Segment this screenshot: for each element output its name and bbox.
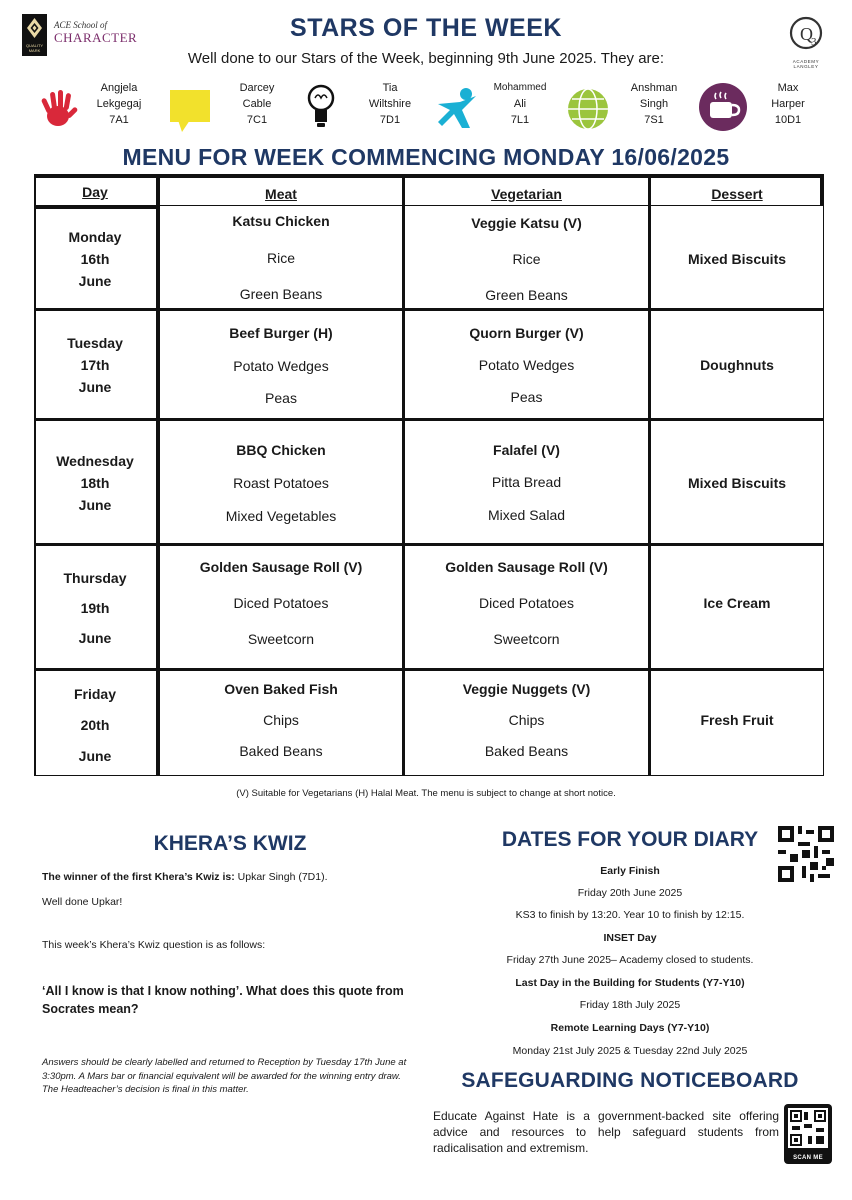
star-student — [619, 80, 689, 128]
meat-cell — [160, 546, 402, 668]
meat-side: Mixed Vegetables — [225, 508, 337, 524]
star-student — [485, 80, 555, 128]
meat-side: Roast Potatoes — [233, 475, 329, 491]
dessert-cell: Fresh Fruit — [700, 712, 774, 728]
day-date: 17th — [80, 357, 110, 373]
day-cell — [34, 226, 156, 292]
diary-detail: Friday 20th June 2025 — [577, 887, 683, 899]
svg-text:3: 3 — [811, 36, 817, 48]
stars-subtitle: Well done to our Stars of the Week, beginning 9th June 2025. They are: — [187, 50, 665, 67]
kwiz-question-intro: This week’s Khera’s Kwiz question is as follows: — [42, 939, 266, 951]
header-day: Day — [82, 184, 108, 200]
meat-side: Potato Wedges — [233, 358, 329, 374]
star-last-name: Lekgegaj — [96, 98, 142, 110]
scan-me-label: SCAN ME — [793, 1155, 823, 1161]
school-name-small: ACE School of — [54, 20, 107, 30]
star-first-name: Anshman — [630, 82, 678, 94]
running-person-icon — [432, 86, 482, 137]
meat-main: Katsu Chicken — [232, 213, 330, 229]
star-form: 10D1 — [774, 114, 802, 126]
day-name: Monday — [68, 229, 122, 245]
veg-side: Rice — [512, 251, 541, 267]
star-form: 7L1 — [510, 114, 530, 126]
menu-title: MENU FOR WEEK COMMENCING MONDAY 16/06/2025 — [122, 144, 730, 170]
veg-side: Diced Potatoes — [479, 595, 574, 611]
diary-detail: KS3 to finish by 13:20. Year 10 to finish by 12:15. — [515, 909, 745, 921]
day-date: 18th — [80, 475, 110, 491]
star-student — [753, 80, 823, 128]
star-last-name: Singh — [639, 98, 669, 110]
veg-cell — [405, 421, 648, 543]
star-student — [355, 80, 425, 128]
school-name-big: CHARACTER — [54, 30, 138, 45]
star-first-name: Max — [777, 82, 799, 94]
diary-heading: Last Day in the Building for Students (Y7-Y10) — [515, 977, 745, 989]
day-cell — [34, 563, 156, 653]
academy-text: ACADEMY LANGLEY — [792, 59, 820, 69]
kwiz-well-done: Well done Upkar! — [42, 896, 123, 908]
meat-cell — [160, 421, 402, 543]
day-name: Tuesday — [67, 335, 123, 351]
dessert-cell: Mixed Biscuits — [687, 475, 787, 491]
diary-heading: INSET Day — [603, 932, 657, 944]
meat-cell — [160, 208, 402, 308]
meat-side: Peas — [265, 390, 297, 406]
diary-detail: Monday 21st July 2025 & Tuesday 22nd July 2025 — [512, 1045, 748, 1057]
day-month: June — [78, 273, 112, 289]
star-form: 7A1 — [109, 114, 129, 126]
kwiz-winner — [42, 870, 422, 884]
dessert-cell: Ice Cream — [703, 595, 771, 611]
day-cell — [34, 679, 156, 772]
kwiz-note: Answers should be clearly labelled and returned to Reception by Tuesday 17th June at 3:30pm. A Mars bar or financial equivalent will be awarded for the winning entry draw. The Headteacher’s decision is final in this matter. — [42, 1057, 407, 1095]
kwiz-winner-label: The winner of the first Khera’s Kwiz is: — [42, 871, 235, 883]
day-date: 20th — [80, 717, 110, 733]
star-first-name: Tia — [382, 82, 398, 94]
meat-main: Oven Baked Fish — [224, 681, 338, 697]
star-form: 7C1 — [246, 114, 268, 126]
star-first-name: Angjela — [100, 82, 138, 94]
meat-side: Rice — [266, 250, 295, 266]
day-month: June — [78, 379, 112, 395]
kwiz-winner-name: Upkar Singh (7D1). — [234, 871, 328, 883]
stars-row — [30, 80, 820, 136]
diary-detail: Friday 18th July 2025 — [579, 999, 681, 1011]
veg-cell — [405, 311, 648, 418]
diary-heading: Early Finish — [600, 865, 660, 877]
veg-main: Veggie Katsu (V) — [471, 215, 582, 231]
veg-side: Baked Beans — [484, 743, 569, 759]
veg-side: Peas — [510, 389, 543, 405]
veg-side: Chips — [508, 712, 545, 728]
svg-text:Q: Q — [800, 24, 813, 44]
star-form: 7S1 — [644, 114, 664, 126]
menu-table — [34, 174, 826, 776]
star-last-name: Wiltshire — [368, 98, 412, 110]
day-date: 19th — [80, 600, 110, 616]
day-cell — [34, 332, 156, 398]
stars-title: STARS OF THE WEEK — [290, 14, 562, 42]
safeguarding-title: SAFEGUARDING NOTICEBOARD — [461, 1069, 799, 1092]
star-first-name: Darcey — [239, 82, 275, 94]
star-student — [84, 80, 154, 128]
meat-main: Golden Sausage Roll (V) — [199, 559, 363, 575]
meat-side: Diced Potatoes — [233, 595, 329, 611]
day-date: 16th — [80, 251, 110, 267]
cup-icon — [698, 82, 748, 137]
day-month: June — [78, 497, 112, 513]
day-month: June — [78, 630, 112, 646]
handprint-icon — [36, 86, 82, 137]
star-first-name: Mohammed — [493, 82, 547, 93]
globe-icon — [564, 86, 612, 137]
badge-text: QUALITY MARK — [25, 43, 44, 53]
day-cell — [34, 450, 156, 516]
dessert-cell: Mixed Biscuits — [687, 251, 787, 267]
star-form: 7D1 — [379, 114, 401, 126]
menu-footnote: (V) Suitable for Vegetarians (H) Halal Meat. The menu is subject to change at short notice. — [236, 788, 616, 799]
kwiz-question: ‘All I know is that I know nothing’. What does this quote from Socrates mean? — [42, 984, 404, 1016]
meat-cell — [160, 671, 402, 775]
header-dessert: Dessert — [711, 186, 763, 202]
diary-detail: Friday 27th June 2025– Academy closed to students. — [506, 954, 754, 966]
day-name: Friday — [73, 686, 116, 702]
day-name: Thursday — [63, 570, 127, 586]
meat-side: Sweetcorn — [247, 631, 315, 647]
veg-cell — [405, 208, 648, 308]
veg-main: Golden Sausage Roll (V) — [445, 559, 608, 575]
veg-side: Pitta Bread — [491, 474, 562, 490]
veg-cell — [405, 546, 648, 668]
dessert-cell: Doughnuts — [700, 357, 774, 373]
meat-side: Green Beans — [239, 286, 323, 302]
veg-side: Sweetcorn — [493, 631, 560, 647]
diary-title: DATES FOR YOUR DIARY — [501, 828, 759, 851]
speech-bubble-icon — [168, 86, 214, 141]
meat-side: Chips — [263, 712, 299, 728]
header-meat: Meat — [265, 186, 297, 202]
safeguarding-text: Educate Against Hate is a government-backed site offering advice and resources to help safeguard students from radicalisation and extremism. — [433, 1109, 779, 1155]
veg-main: Quorn Burger (V) — [469, 325, 584, 341]
meat-cell — [160, 311, 402, 418]
star-last-name: Harper — [771, 98, 805, 110]
kwiz-title: KHERA’S KWIZ — [153, 832, 307, 855]
meat-main: BBQ Chicken — [236, 442, 326, 458]
lightbulb-icon — [306, 82, 336, 137]
veg-side: Green Beans — [485, 287, 568, 303]
star-last-name: Ali — [513, 98, 527, 110]
meat-side: Baked Beans — [239, 743, 323, 759]
diary-heading: Remote Learning Days (Y7-Y10) — [550, 1022, 710, 1034]
veg-main: Veggie Nuggets (V) — [462, 681, 591, 697]
veg-side: Potato Wedges — [478, 357, 575, 373]
veg-side: Mixed Salad — [487, 507, 566, 523]
day-month: June — [78, 748, 112, 764]
veg-main: Falafel (V) — [493, 442, 560, 458]
scan-me-qr-code[interactable] — [784, 1104, 832, 1164]
star-student — [222, 80, 292, 128]
star-last-name: Cable — [242, 98, 272, 110]
day-name: Wednesday — [56, 453, 134, 469]
meat-main: Beef Burger (H) — [229, 325, 333, 341]
header-vegetarian: Vegetarian — [491, 186, 562, 202]
veg-cell — [405, 671, 648, 775]
